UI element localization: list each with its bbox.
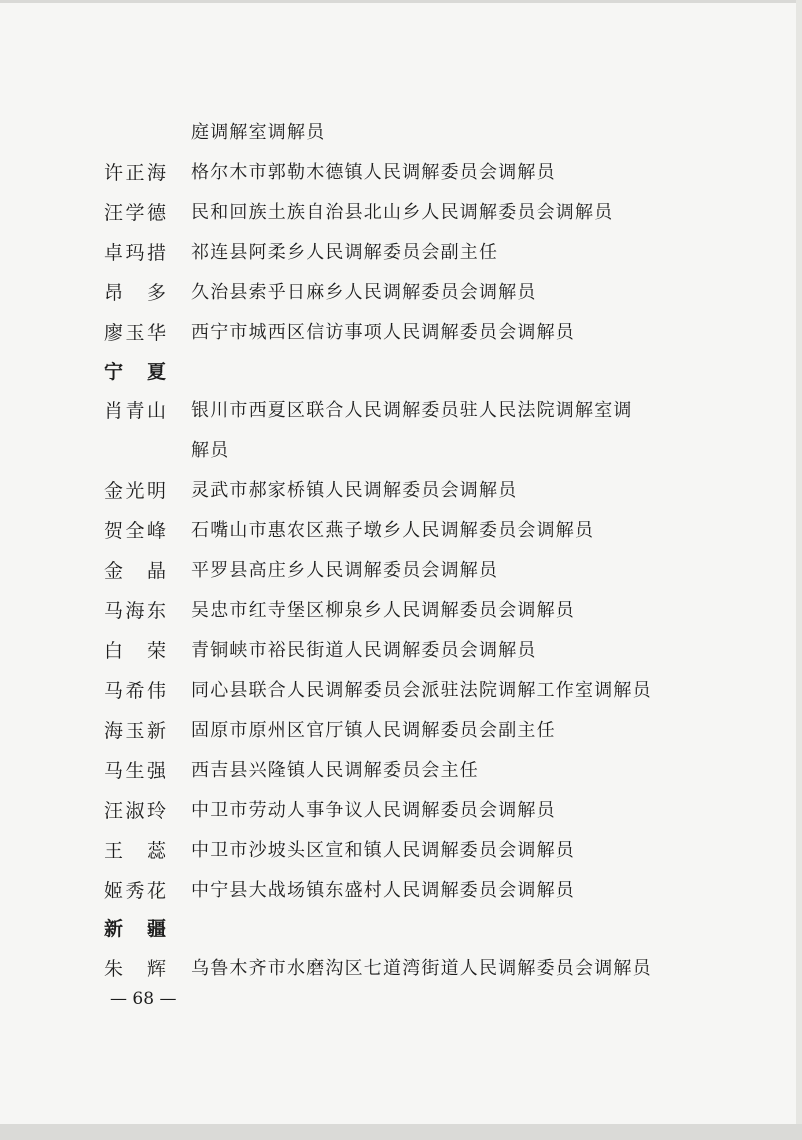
person-name: 贺 全 峰 xyxy=(104,520,166,542)
region-heading: 新 疆 xyxy=(104,918,166,940)
person-role: 中卫市沙坡头区宣和镇人民调解委员会调解员 xyxy=(191,840,575,861)
person-role: 同心县联合人民调解委员会派驻法院调解工作室调解员 xyxy=(191,680,652,701)
person-role: 吴忠市红寺堡区柳泉乡人民调解委员会调解员 xyxy=(191,600,575,621)
person-role: 中卫市劳动人事争议人民调解委员会调解员 xyxy=(191,800,556,821)
person-name: 马 希 伟 xyxy=(104,680,166,702)
person-name: 姬 秀 花 xyxy=(104,880,166,902)
person-name: 金 晶 xyxy=(104,560,166,582)
person-name: 许 正 海 xyxy=(104,162,166,184)
person-name: 朱 辉 xyxy=(104,958,166,980)
person-role: 银川市西夏区联合人民调解委员驻人民法院调解室调 xyxy=(191,400,633,421)
person-name: 白 荣 xyxy=(104,640,166,662)
person-role: 民和回族土族自治县北山乡人民调解委员会调解员 xyxy=(191,202,614,223)
region-heading: 宁 夏 xyxy=(104,361,166,383)
person-role: 灵武市郝家桥镇人民调解委员会调解员 xyxy=(191,480,518,501)
person-name: 金 光 明 xyxy=(104,480,166,502)
person-name: 海 玉 新 xyxy=(104,720,166,742)
page-number: — 68 — xyxy=(110,989,177,1009)
person-name: 马 生 强 xyxy=(104,760,166,782)
person-name: 汪 淑 玲 xyxy=(104,800,166,822)
person-name: 卓 玛 措 xyxy=(104,242,166,264)
person-role: 西吉县兴隆镇人民调解委员会主任 xyxy=(191,760,479,781)
person-role: 祁连县阿柔乡人民调解委员会副主任 xyxy=(191,242,499,263)
person-name: 昂 多 xyxy=(104,282,166,304)
person-name: 肖 青 山 xyxy=(104,400,166,422)
scan-edge-bottom xyxy=(0,1124,802,1140)
person-role: 中宁县大战场镇东盛村人民调解委员会调解员 xyxy=(191,880,575,901)
role-continuation: 庭调解室调解员 xyxy=(191,122,326,143)
person-role: 格尔木市郭勒木德镇人民调解委员会调解员 xyxy=(191,162,556,183)
person-role: 青铜峡市裕民街道人民调解委员会调解员 xyxy=(191,640,537,661)
role-continuation: 解员 xyxy=(191,440,230,461)
scan-edge-top xyxy=(0,0,802,3)
person-role: 西宁市城西区信访事项人民调解委员会调解员 xyxy=(191,322,575,343)
person-role: 固原市原州区官厅镇人民调解委员会副主任 xyxy=(191,720,556,741)
person-role: 石嘴山市惠农区燕子墩乡人民调解委员会调解员 xyxy=(191,520,595,541)
person-role: 久治县索乎日麻乡人民调解委员会调解员 xyxy=(191,282,537,303)
person-name: 马 海 东 xyxy=(104,600,166,622)
person-role: 乌鲁木齐市水磨沟区七道湾街道人民调解委员会调解员 xyxy=(191,958,652,979)
person-name: 王 蕊 xyxy=(104,840,166,862)
person-role: 平罗县高庄乡人民调解委员会调解员 xyxy=(191,560,499,581)
scan-edge-right xyxy=(796,0,802,1140)
person-name: 汪 学 德 xyxy=(104,202,166,224)
person-name: 廖 玉 华 xyxy=(104,322,166,344)
